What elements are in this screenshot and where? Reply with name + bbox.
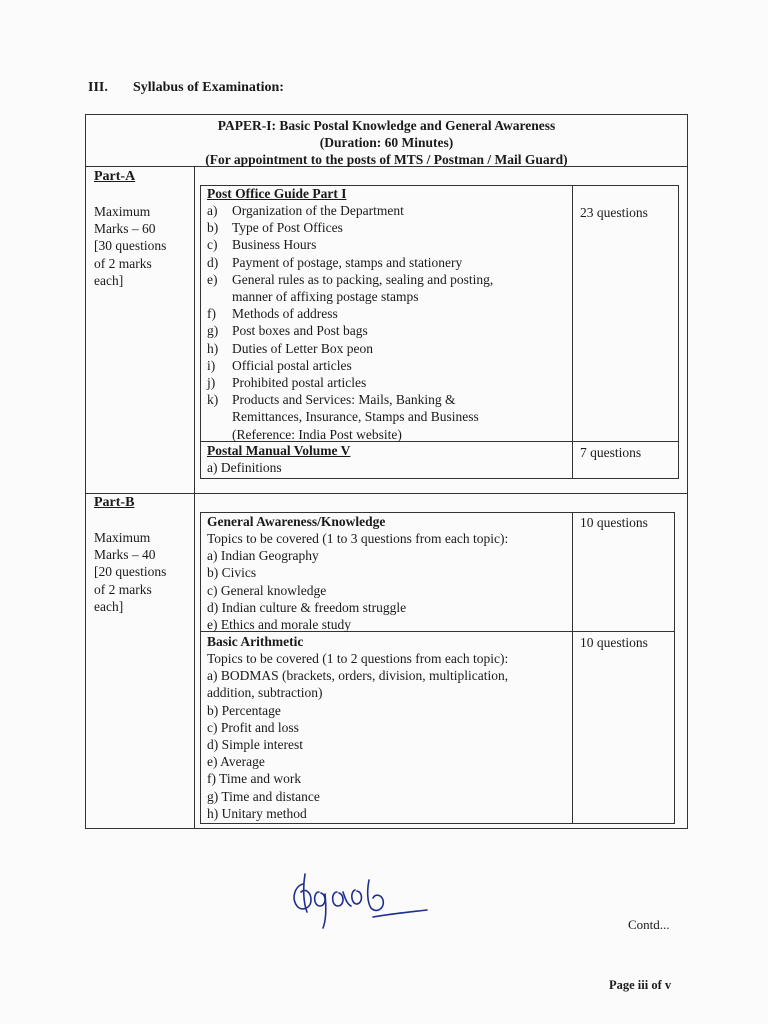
arithmetic-topic-line: h) Unitary method: [207, 805, 307, 821]
part-b-count-divider: [572, 513, 573, 823]
guide-item-text: [232, 305, 338, 322]
guide-item-label: a): [207, 203, 218, 218]
guide-item: [207, 254, 493, 271]
section-heading: [88, 80, 284, 96]
general-topic-line: b) Civics: [207, 565, 257, 581]
guide-item-text: [232, 357, 352, 374]
general-topic-line: e) Ethics and morale study: [207, 617, 351, 633]
part-a-marks-line: each]: [94, 272, 124, 288]
guide-item-text: [232, 391, 479, 443]
guide-item: [207, 236, 493, 253]
guide-item-label: d): [207, 254, 219, 270]
part-b-marks-line: [20 questions: [94, 564, 167, 580]
paper-appointment: (For appointment to the posts of MTS / Postman / Mail Guard): [205, 152, 568, 167]
guide-item: [207, 305, 493, 322]
general-topic-line: c) General knowledge: [207, 582, 327, 598]
manual-title: Postal Manual Volume V: [207, 443, 351, 458]
general-topic-line: a) Indian Geography: [207, 548, 319, 564]
manual-item: a) Definitions: [207, 460, 282, 475]
section-title: Syllabus of Examination:: [133, 80, 284, 95]
arithmetic-topic-line: a) BODMAS (brackets, orders, division, multiplication,: [207, 668, 509, 684]
part-a-title: Part-A: [94, 169, 136, 184]
paper-title: PAPER-I: Basic Postal Knowledge and General Awareness: [217, 118, 556, 133]
part-a-count-divider: [572, 186, 573, 478]
guide-item-line: Duties of Letter Box peon: [232, 340, 373, 356]
part-b-inner-table: [200, 512, 675, 824]
arithmetic-block: [207, 634, 508, 822]
general-block: [207, 514, 508, 633]
arithmetic-topic-line: c) Profit and loss: [207, 719, 299, 735]
arithmetic-topic-line: b) Percentage: [207, 702, 281, 718]
guide-item-line: Prohibited postal articles: [232, 375, 367, 391]
guide-item: [207, 340, 493, 357]
general-topic-line: d) Indian culture & freedom struggle: [207, 599, 407, 615]
general-topics: [207, 530, 508, 633]
guide-item: [207, 202, 493, 219]
guide-item-line: (Reference: India Post website): [232, 426, 402, 442]
arithmetic-topic-line: d) Simple interest: [207, 737, 303, 753]
guide-item-line: Post boxes and Post bags: [232, 323, 368, 339]
guide-item-label: c): [207, 237, 218, 253]
part-a-inner-table: [200, 185, 679, 479]
guide-item: [207, 322, 493, 339]
guide-title: Post Office Guide Part I: [207, 186, 347, 201]
guide-item-line: Methods of address: [232, 306, 338, 322]
guide-item-text: [232, 219, 343, 236]
arithmetic-topic-line: Topics to be covered (1 to 2 questions from each topic):: [207, 651, 509, 666]
part-b-marks-line: of 2 marks: [94, 581, 152, 597]
part-a-marks-line: Maximum: [94, 204, 151, 219]
guide-item: [207, 374, 493, 391]
part-b-marks-line: Marks – 40: [94, 547, 156, 563]
guide-count: 23 questions: [580, 205, 648, 220]
manual-block: [207, 443, 350, 476]
guide-item-label: h): [207, 340, 219, 356]
guide-item: [207, 357, 493, 374]
guide-item-line: Type of Post Offices: [232, 220, 343, 236]
page-number: Page iii of v: [609, 978, 672, 992]
part-b-title: Part-B: [94, 495, 135, 510]
arithmetic-topic-line: addition, subtraction): [207, 685, 323, 701]
arithmetic-topics: [207, 650, 508, 822]
guide-item-line: manner of affixing postage stamps: [232, 289, 419, 305]
guide-item-text: [232, 374, 366, 391]
arithmetic-title: Basic Arithmetic: [207, 634, 304, 649]
part-a-marks-line: of 2 marks: [94, 255, 152, 271]
part-b-marks-line: Maximum: [94, 530, 151, 545]
part-row-divider: [86, 493, 687, 494]
guide-item-line: Official postal articles: [232, 357, 352, 373]
guide-item-line: Remittances, Insurance, Stamps and Business: [232, 409, 479, 425]
guide-item-line: General rules as to packing, sealing and posting,: [232, 271, 494, 287]
part-a-marks-line: [30 questions: [94, 238, 167, 254]
guide-item-text: [232, 236, 316, 253]
general-title: General Awareness/Knowledge: [207, 514, 386, 529]
column-divider: [194, 167, 195, 828]
paper-header: [86, 115, 687, 167]
arithmetic-topic-line: g) Time and distance: [207, 788, 320, 804]
guide-item-label: f): [207, 306, 216, 322]
part-b-marks-line: each]: [94, 598, 124, 614]
manual-count: 7 questions: [580, 445, 642, 460]
guide-item-text: [232, 254, 462, 271]
part-a-marks-line: Marks – 60: [94, 221, 156, 237]
guide-item-label: e): [207, 271, 218, 287]
arithmetic-topic-line: f) Time and work: [207, 771, 302, 787]
guide-item-text: [232, 271, 493, 305]
syllabus-table: [85, 114, 688, 829]
guide-item: [207, 219, 493, 236]
guide-items: [207, 202, 493, 443]
guide-item-line: Organization of the Department: [232, 203, 404, 218]
continued-label: Contd...: [628, 917, 670, 932]
arithmetic-count: 10 questions: [580, 635, 648, 650]
signature-image: [285, 862, 430, 937]
guide-item-text: [232, 322, 368, 339]
guide-block: [207, 186, 493, 443]
guide-item-label: i): [207, 357, 216, 373]
guide-item-label: j): [207, 375, 216, 391]
guide-item-text: [232, 340, 373, 357]
guide-item: [207, 391, 493, 443]
guide-item-line: Payment of postage, stamps and stationery: [232, 254, 463, 270]
guide-item-text: [232, 202, 404, 219]
general-count: 10 questions: [580, 515, 648, 530]
arithmetic-topic-line: e) Average: [207, 754, 265, 770]
paper-duration: (Duration: 60 Minutes): [319, 135, 454, 150]
part-b-marks: [94, 529, 189, 615]
section-number: III.: [88, 80, 108, 95]
general-topic-line: Topics to be covered (1 to 3 questions from each topic):: [207, 531, 509, 546]
guide-item-label: k): [207, 392, 219, 408]
guide-item-line: Products and Services: Mails, Banking &: [232, 392, 456, 408]
part-a-marks: [94, 203, 189, 289]
guide-item-label: b): [207, 220, 219, 236]
guide-item: [207, 271, 493, 305]
guide-item-label: g): [207, 323, 219, 339]
guide-item-line: Business Hours: [232, 237, 317, 253]
